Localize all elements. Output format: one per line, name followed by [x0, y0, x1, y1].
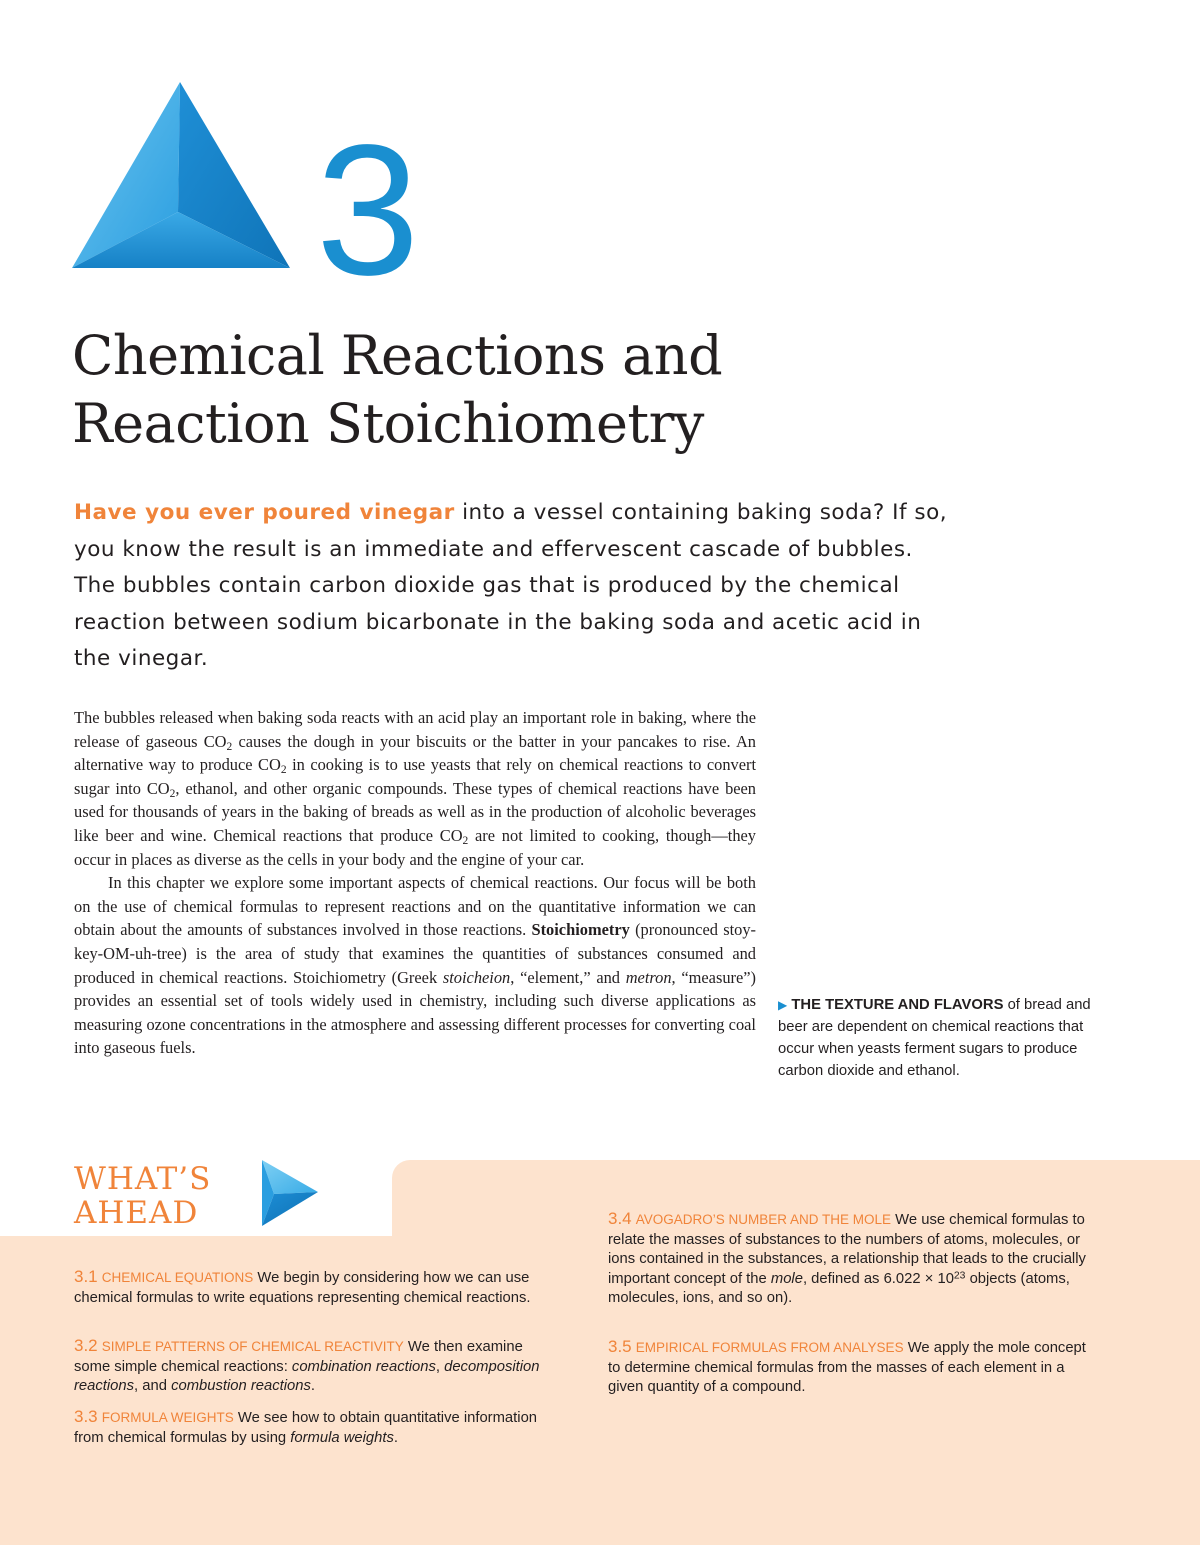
section-text: .: [393, 1429, 399, 1446]
blue-pyramid-icon: [70, 80, 292, 270]
subscript: 2: [462, 834, 469, 847]
caption-head: THE TEXTURE AND FLAVORS: [791, 997, 1004, 1013]
section-heading: CHEMICAL EQUATIONS: [101, 1270, 254, 1285]
section-number: 3.1: [74, 1267, 98, 1286]
section-preview-3-5: [608, 1337, 1098, 1398]
body-text-span: , “measure”) provides an essential set of tools widely used in chemistry, including such diverse applications as measuring ozone concentrations in the atmosphere and assessing different processes for converting coal into gaseous fuels.: [74, 967, 756, 1058]
body-text-span: causes the dough in your biscuits or the batter in your pancakes to rise. An alternative way to produce CO: [74, 731, 756, 775]
whats-ahead-title-line-1: WHAT’S: [74, 1161, 212, 1197]
caption-text: of bread and beer are dependent on chemical reactions that occur when yeasts ferment sugars to produce carbon dioxide and ethanol.: [778, 997, 1091, 1079]
section-text: , and: [134, 1378, 172, 1394]
play-arrow-icon: [258, 1158, 322, 1228]
chapter-title-line-2: Reaction Stoichiometry: [72, 392, 704, 455]
section-preview-3-4: [608, 1209, 1088, 1309]
section-term: formula weights: [290, 1429, 394, 1446]
subscript: 2: [226, 740, 233, 753]
section-text: .: [310, 1378, 316, 1394]
section-heading: FORMULA WEIGHTS: [101, 1410, 234, 1425]
section-number: 3.4: [608, 1209, 632, 1228]
body-paragraph-2: [74, 871, 756, 1060]
subscript: 2: [280, 764, 287, 777]
chapter-title-line-1: Chemical Reactions and: [72, 324, 723, 387]
section-heading: AVOGADRO’S NUMBER AND THE MOLE: [635, 1212, 892, 1227]
section-text: We begin by considering how we can use chemical formulas to write equations representing chemical reactions.: [74, 1270, 531, 1306]
section-text: We use chemical formulas to relate the masses of substances to the numbers of atoms, molecules, or ions contained in the substances, a relationship that leads to the crucially important concept of the: [608, 1212, 1086, 1287]
body-text-span: The bubbles released when baking soda reacts with an acid play an important role in baking, where the release of gaseous CO: [74, 708, 756, 751]
section-number: 3.5: [608, 1337, 632, 1356]
section-heading: SIMPLE PATTERNS OF CHEMICAL REACTIVITY: [101, 1339, 404, 1354]
section-preview-3-1: [74, 1267, 544, 1308]
body-text-span: (pronounced stoy-key-OM-uh-tree) is the area of study that examines the quantities of substances consumed and produced in chemical reactions. Stoichiometry (Greek: [74, 920, 756, 987]
section-preview-3-3: [74, 1407, 544, 1448]
intro-paragraph: [74, 495, 954, 678]
section-text: objects (atoms, molecules, ions, and so on).: [608, 1270, 1070, 1306]
caption-arrow-icon: ▶: [778, 998, 788, 1012]
section-text: We apply the mole concept to determine chemical formulas from the masses of each element in a given quantity of a compound.: [608, 1340, 1086, 1395]
body-text-span: In this chapter we explore some important aspects of chemical reactions. Our focus will be both on the use of chemical formulas to represent reactions and on the quantitative information we can obtain about the amounts of substances involved in those reactions.: [74, 873, 756, 940]
greek-term: metron: [625, 967, 672, 987]
body-paragraph-1: [74, 706, 756, 871]
section-text: We then examine some simple chemical reactions:: [74, 1339, 523, 1375]
section-text: , defined as 6.022 × 10: [802, 1270, 954, 1287]
section-term: combustion reactions: [171, 1378, 311, 1394]
subscript: 2: [169, 787, 176, 800]
body-text-span: in cooking is to use yeasts that rely on chemical reactions to convert sugar into CO: [74, 755, 756, 798]
whats-ahead-title: [74, 1162, 211, 1230]
superscript: 23: [953, 1269, 966, 1281]
intro-lead: Have you ever poured vinegar: [74, 500, 455, 525]
section-number: 3.2: [74, 1336, 98, 1355]
key-term: Stoichiometry: [531, 920, 630, 940]
section-term: combination reactions: [291, 1358, 436, 1375]
section-text: ,: [435, 1358, 445, 1375]
section-heading: EMPIRICAL FORMULAS FROM ANALYSES: [635, 1340, 904, 1355]
chapter-title: [72, 322, 722, 458]
margin-caption: [778, 994, 1096, 1082]
chapter-number: 3: [316, 107, 418, 314]
greek-term: stoicheion: [442, 967, 511, 987]
section-preview-3-2: [74, 1336, 544, 1397]
section-term: decomposition reactions: [74, 1358, 540, 1394]
body-text-span: , ethanol, and other organic compounds. These types of chemical reactions have been used for thousands of years in the baking of breads as well as in the production of alcoholic beverages like beer and wine. Chemical reactions that produce CO: [74, 778, 757, 845]
body-text: [74, 706, 756, 1060]
section-number: 3.3: [74, 1407, 98, 1426]
whats-ahead-title-line-2: AHEAD: [74, 1195, 199, 1231]
body-text-span: are not limited to cooking, though—they occur in places as diverse as the cells in your body and the engine of your car.: [74, 825, 756, 869]
section-term: mole: [770, 1270, 803, 1287]
body-text-span: , “element,” and: [510, 967, 626, 987]
intro-text: into a vessel containing baking soda? If so, you know the result is an immediate and effervescent cascade of bubbles. The bubbles contain carbon dioxide gas that is produced by the chemical reaction between sodium bicarbonate in the baking soda and acetic acid in the vinegar.: [74, 500, 948, 671]
section-text: We see how to obtain quantitative information from chemical formulas by using: [74, 1410, 538, 1446]
